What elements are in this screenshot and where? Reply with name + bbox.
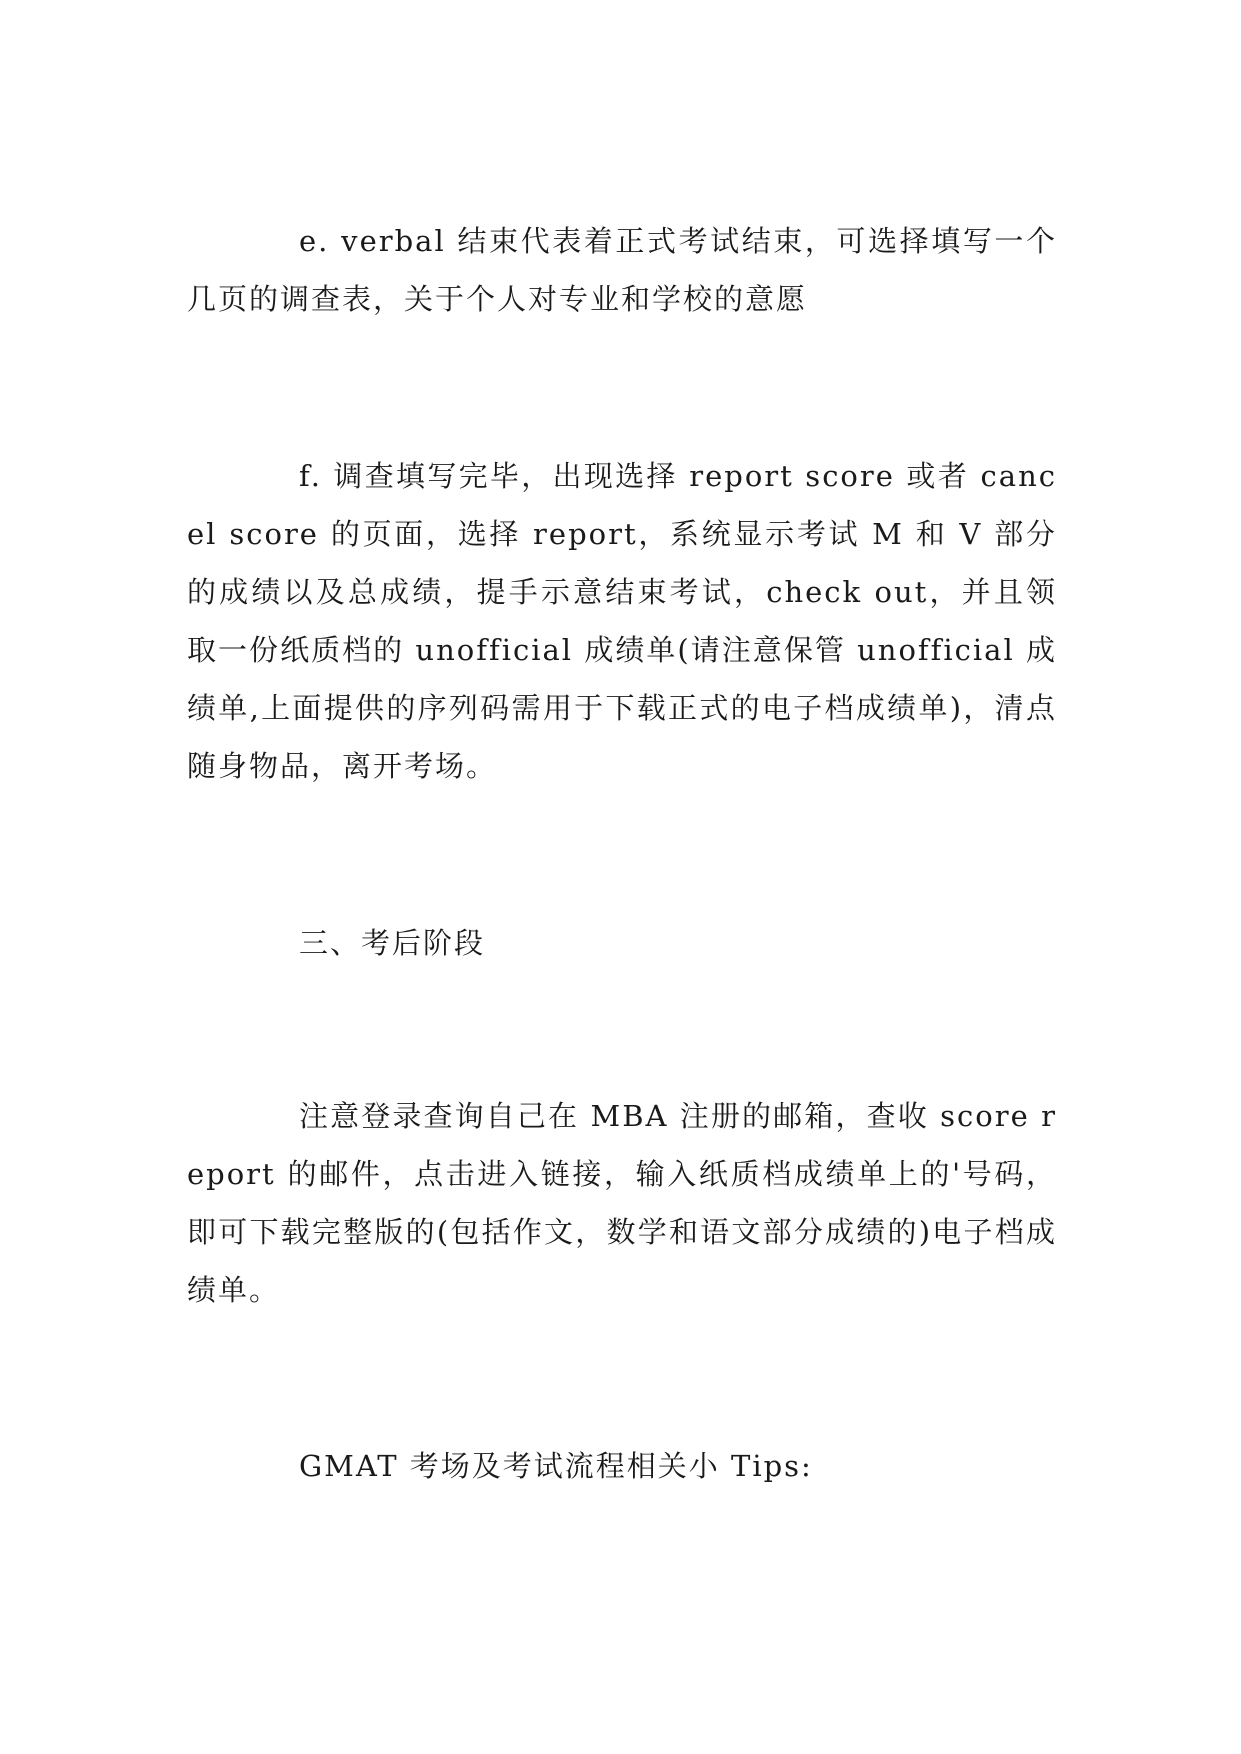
paragraph-f-report-score: f. 调查填写完毕，出现选择 report score 或者 cancel score 的页面，选择 report，系统显示考试 M 和 V 部分的成绩以及总成绩，提手示意结束考试，check out，并且领取一份纸质档的 unofficial 成绩单(请注意保管 unofficial 成绩单,上面提供的序列码需用于下载正式的电子档成绩单)，清点随身物品，离开考场。	[187, 459, 1057, 783]
section-heading-post-exam: 三、考后阶段	[299, 926, 486, 960]
paragraph-score-report-email: 注意登录查询自己在 MBA 注册的邮箱，查收 score report 的邮件，点击进入链接，输入纸质档成绩单上的'号码，即可下载完整版的(包括作文，数学和语文部分成绩的)电子档成绩单。	[187, 1099, 1057, 1307]
paragraph-e-verbal-end: e. verbal 结束代表着正式考试结束，可选择填写一个几页的调查表，关于个人对专业和学校的意愿	[187, 224, 1057, 316]
paragraph-gmat-tips-heading: GMAT 考场及考试流程相关小 Tips:	[299, 1449, 813, 1483]
